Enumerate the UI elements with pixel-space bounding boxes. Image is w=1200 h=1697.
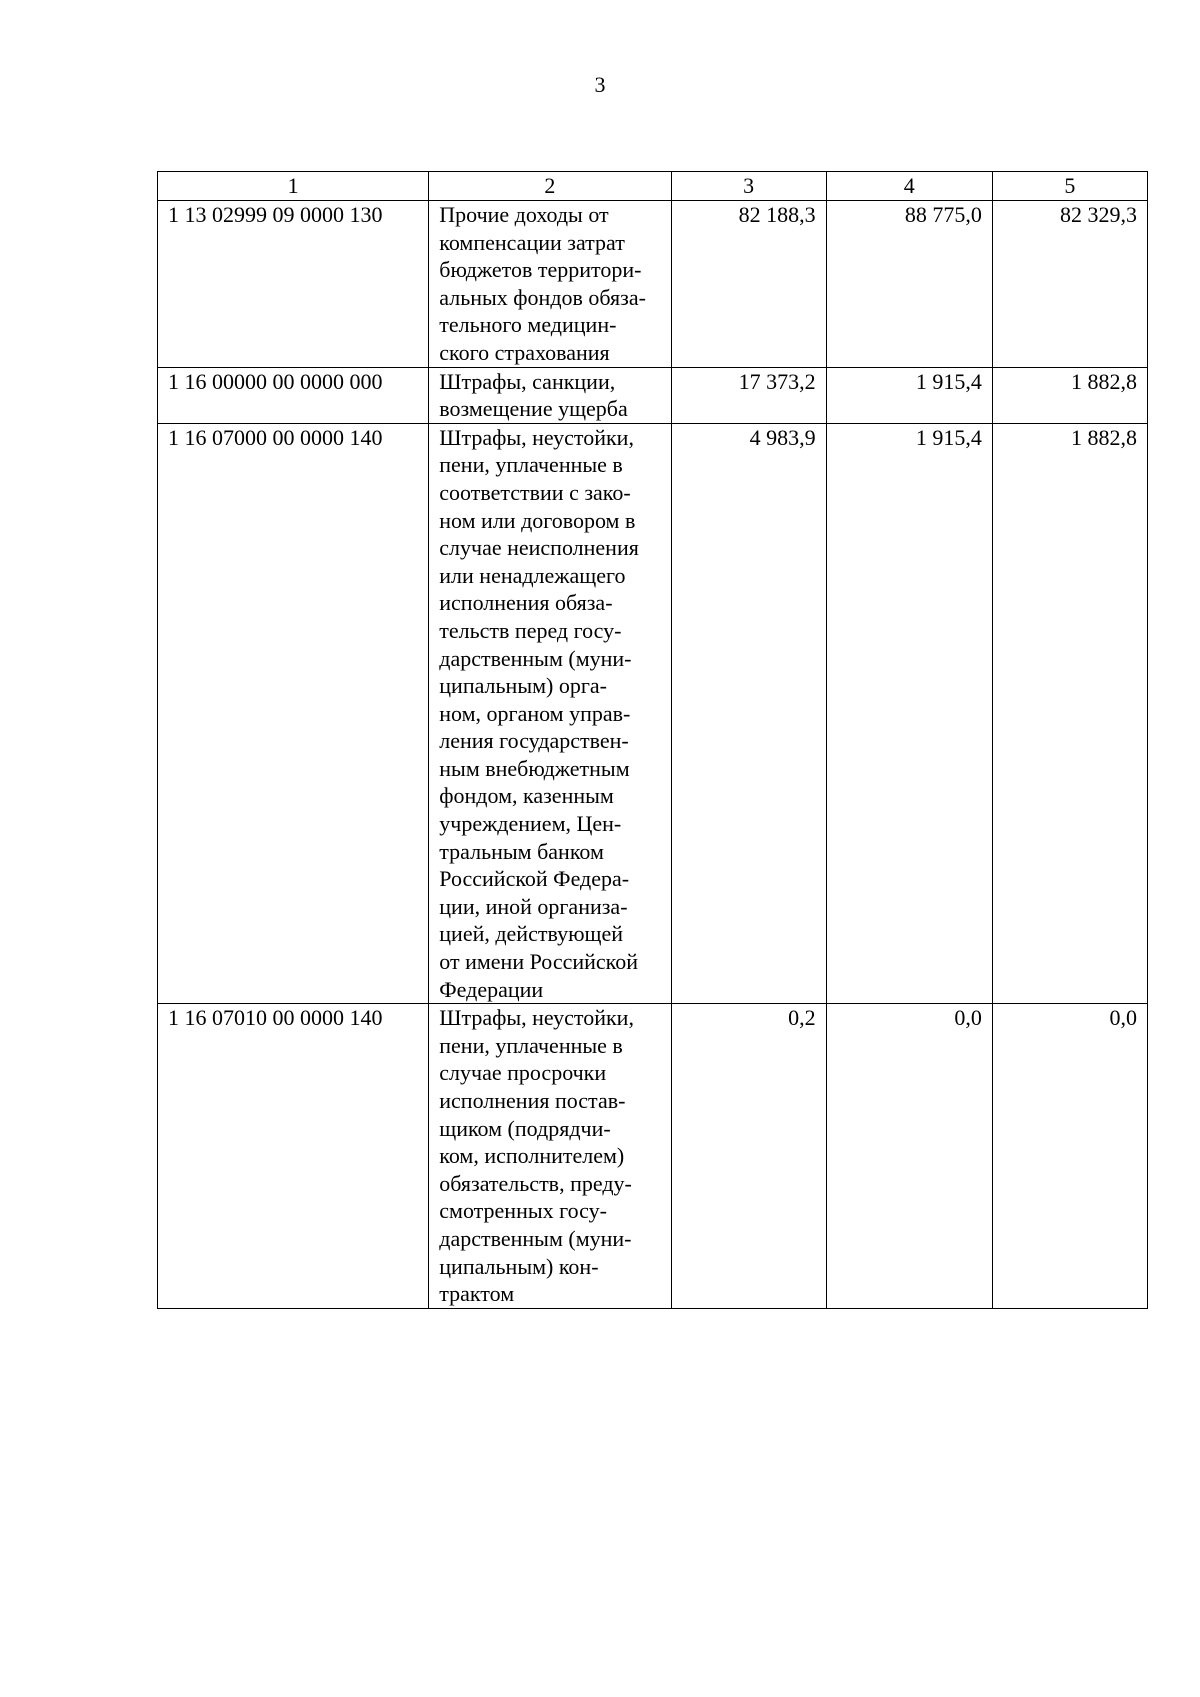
description-line: исполнения обяза- bbox=[439, 590, 613, 616]
table-row bbox=[158, 423, 1148, 1003]
description-line: соответствии с зако- bbox=[439, 479, 631, 505]
budget-code-cell: 1 13 02999 09 0000 130 bbox=[158, 201, 429, 368]
amount-cell-col4: 1 915,4 bbox=[826, 423, 992, 1003]
description-line: Федерации bbox=[439, 976, 544, 1002]
description-line: ципальным) орга- bbox=[439, 673, 607, 699]
description-line: компенсации затрат bbox=[439, 229, 625, 255]
amount-cell-col3: 17 373,2 bbox=[671, 367, 826, 423]
description-line: бюджетов территори- bbox=[439, 257, 642, 283]
amount-cell-col3: 82 188,3 bbox=[671, 201, 826, 368]
description-line: ления государствен- bbox=[439, 728, 629, 754]
description-cell bbox=[429, 201, 671, 368]
table-row bbox=[158, 1004, 1148, 1309]
description-line: случае просрочки bbox=[439, 1060, 607, 1086]
description-line: Штрафы, санкции, bbox=[439, 368, 616, 394]
description-line: обязательств, преду- bbox=[439, 1170, 632, 1196]
budget-code-cell: 1 16 07010 00 0000 140 bbox=[158, 1004, 429, 1309]
description-line: ном, органом управ- bbox=[439, 700, 631, 726]
description-line: цией, действующей bbox=[439, 921, 624, 947]
amount-cell-col4: 88 775,0 bbox=[826, 201, 992, 368]
description-line: Штрафы, неустойки, bbox=[439, 1005, 634, 1031]
description-line: от имени Российской bbox=[439, 949, 639, 975]
description-cell bbox=[429, 367, 671, 423]
amount-cell-col3: 4 983,9 bbox=[671, 423, 826, 1003]
amount-cell-col4: 1 915,4 bbox=[826, 367, 992, 423]
amount-cell-col3: 0,2 bbox=[671, 1004, 826, 1309]
description-line: Штрафы, неустойки, bbox=[439, 424, 634, 450]
budget-code-cell: 1 16 07000 00 0000 140 bbox=[158, 423, 429, 1003]
description-line: ком, исполнителем) bbox=[439, 1143, 625, 1169]
description-cell bbox=[429, 1004, 671, 1309]
description-line: тельств перед госу- bbox=[439, 617, 622, 643]
description-line: или ненадлежащего bbox=[439, 562, 626, 588]
amount-cell-col4: 0,0 bbox=[826, 1004, 992, 1309]
page-number: 3 bbox=[594, 72, 606, 97]
description-line: ципальным) кон- bbox=[439, 1253, 599, 1279]
amount-cell-col5: 0,0 bbox=[992, 1004, 1147, 1309]
description-line: смотренных госу- bbox=[439, 1198, 607, 1224]
amount-cell-col5: 1 882,8 bbox=[992, 367, 1147, 423]
description-line: щиком (подрядчи- bbox=[439, 1115, 611, 1141]
description-line: дарственным (муни- bbox=[439, 645, 632, 671]
description-line: случае неисполнения bbox=[439, 535, 639, 561]
description-line: учреждением, Цен- bbox=[439, 811, 622, 837]
column-header: 3 bbox=[671, 172, 826, 201]
description-cell bbox=[429, 423, 671, 1003]
column-header: 5 bbox=[992, 172, 1147, 201]
description-line: Российской Федера- bbox=[439, 866, 630, 892]
description-line: тельного медицин- bbox=[439, 312, 617, 338]
description-line: дарственным (муни- bbox=[439, 1225, 632, 1251]
column-header: 4 bbox=[826, 172, 992, 201]
description-line: пени, уплаченные в bbox=[439, 1032, 623, 1058]
description-line: ным внебюджетным bbox=[439, 755, 630, 781]
budget-code-cell: 1 16 00000 00 0000 000 bbox=[158, 367, 429, 423]
description-line: ции, иной организа- bbox=[439, 893, 628, 919]
table-row bbox=[158, 201, 1148, 368]
column-header: 2 bbox=[429, 172, 671, 201]
description-line: Прочие доходы от bbox=[439, 202, 609, 227]
revenue-table bbox=[157, 171, 1148, 1309]
description-line: пени, уплаченные в bbox=[439, 452, 623, 478]
table-header-row bbox=[158, 172, 1148, 201]
description-line: трактом bbox=[439, 1281, 515, 1307]
description-line: тральным банком bbox=[439, 838, 604, 864]
table-row bbox=[158, 367, 1148, 423]
description-line: возмещение ущерба bbox=[439, 396, 628, 422]
description-line: ского страхования bbox=[439, 339, 610, 365]
description-line: альных фондов обяза- bbox=[439, 284, 646, 310]
description-line: ном или договором в bbox=[439, 507, 636, 533]
column-header: 1 bbox=[158, 172, 429, 201]
amount-cell-col5: 1 882,8 bbox=[992, 423, 1147, 1003]
description-line: исполнения постав- bbox=[439, 1088, 626, 1113]
amount-cell-col5: 82 329,3 bbox=[992, 201, 1147, 368]
description-line: фондом, казенным bbox=[439, 783, 614, 809]
